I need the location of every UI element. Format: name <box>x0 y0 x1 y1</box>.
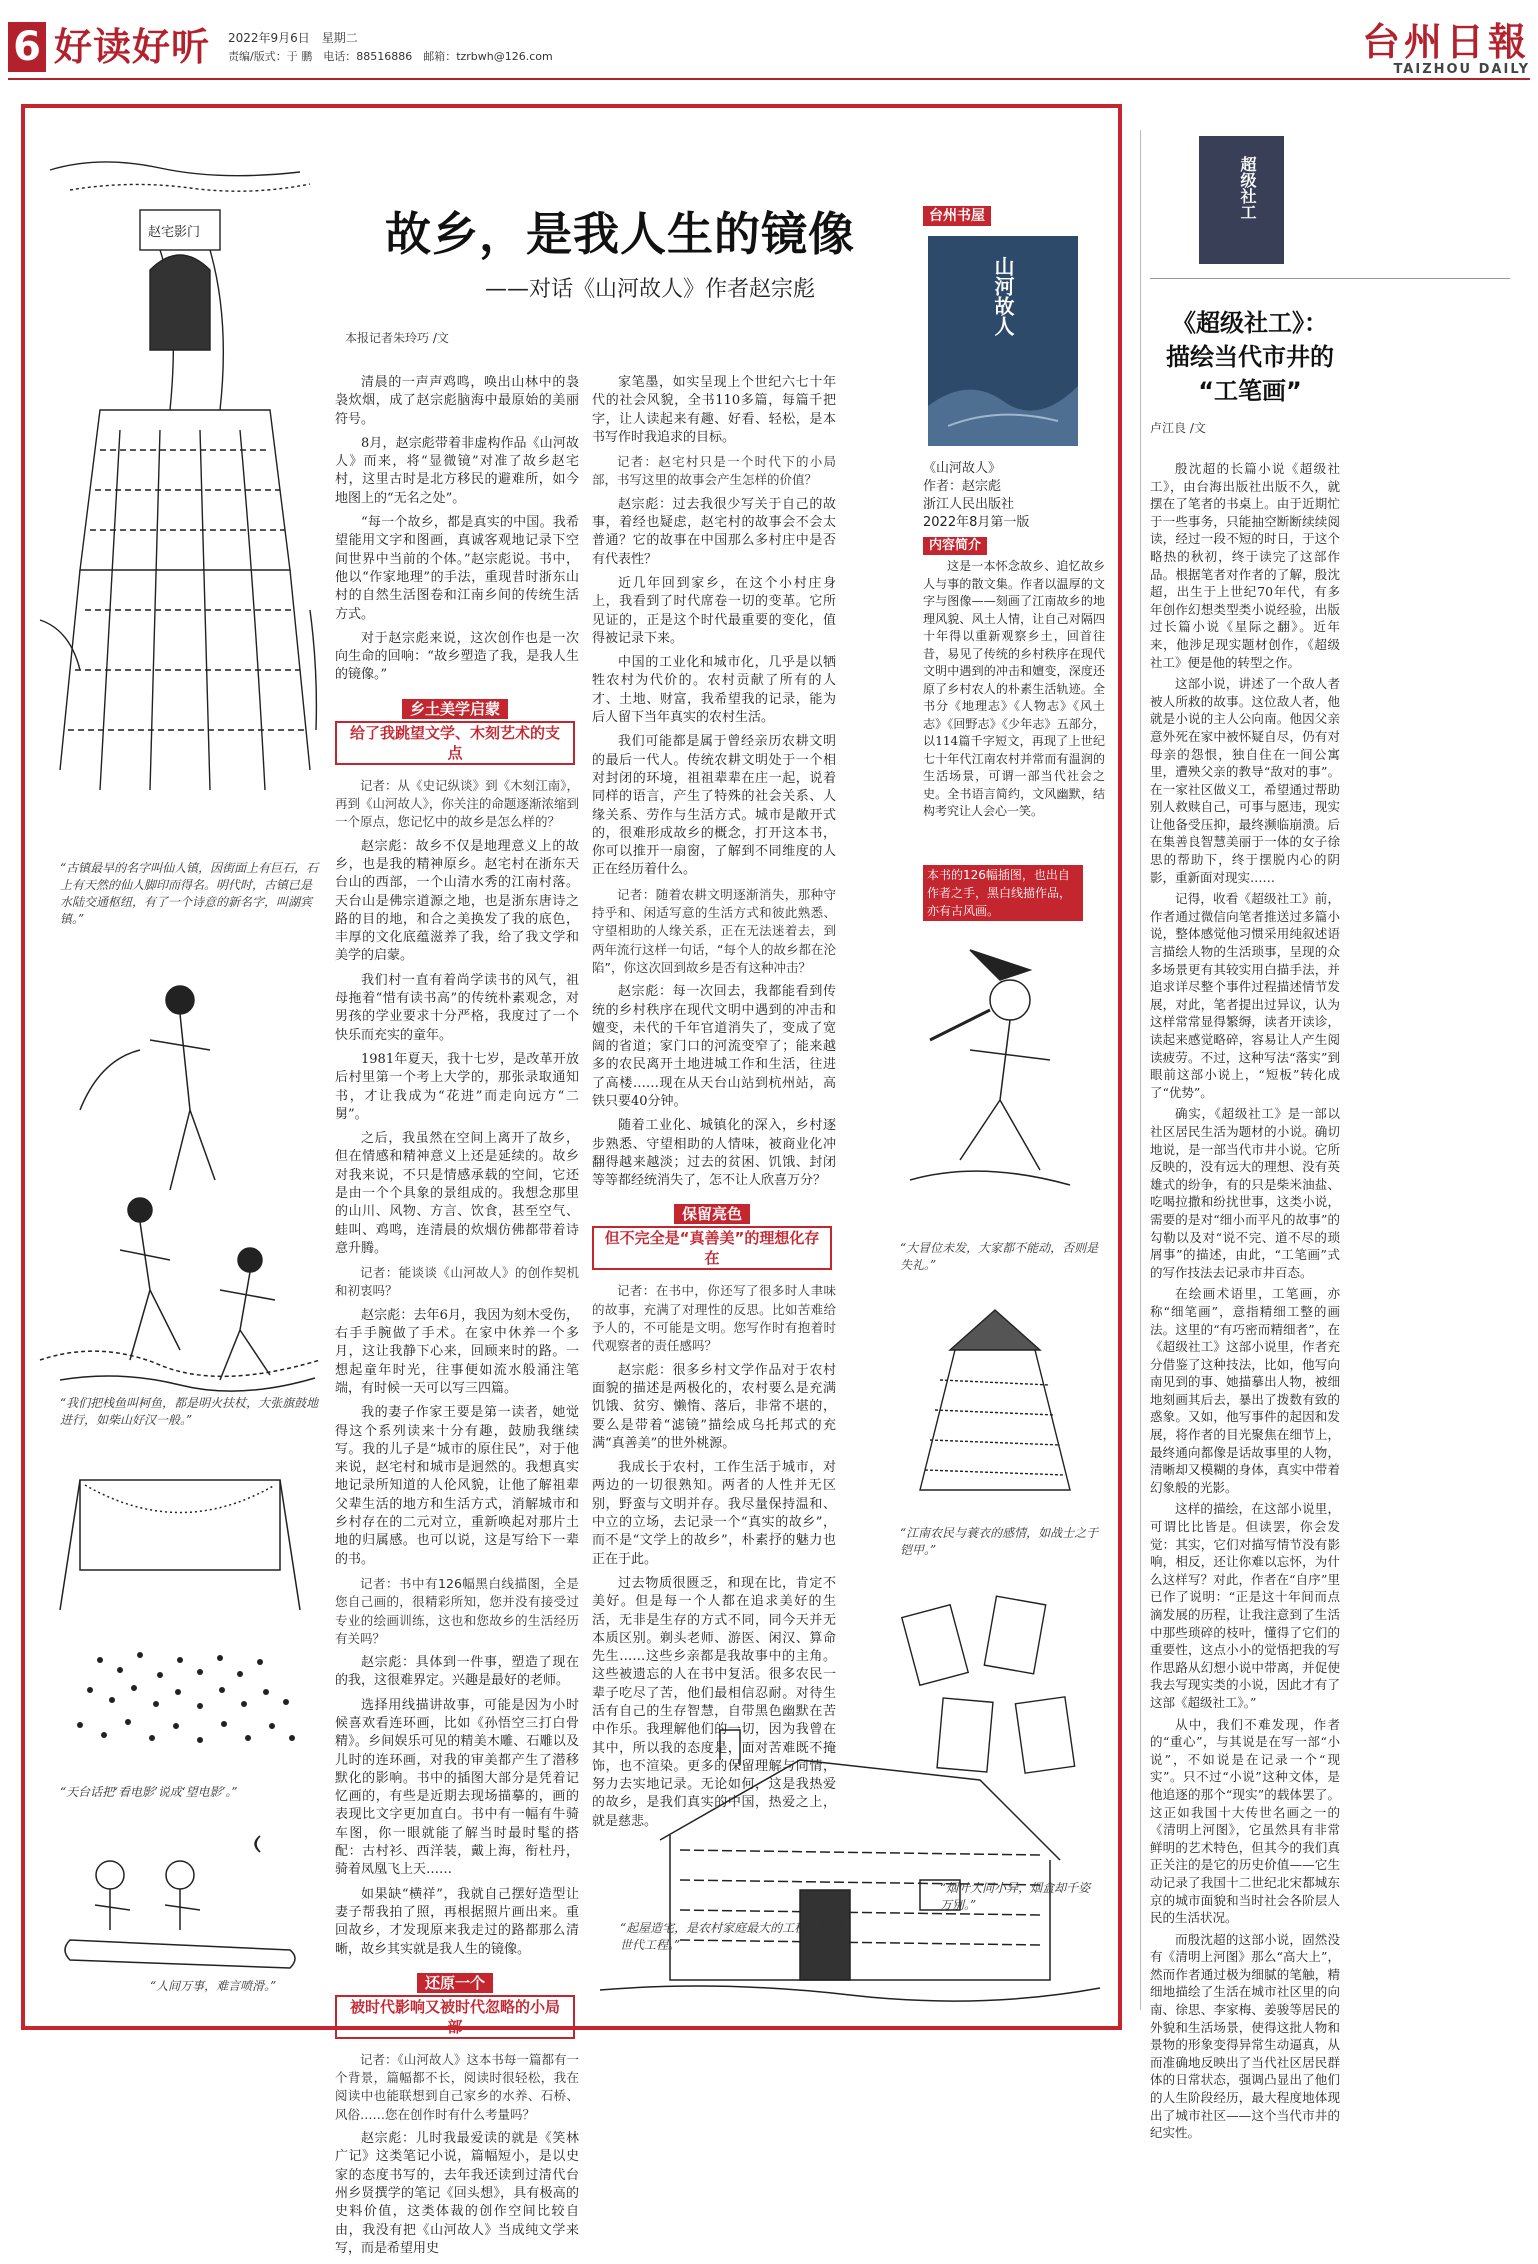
side-title-line1: 《超级社工》： <box>1172 309 1328 337</box>
side-title-line2: 描绘当代市井的 <box>1166 343 1334 371</box>
paragraph: 过去物质很匮乏，和现在比，肯定不美好。但是每一个人都在追求美好的生活，无非是生存的方式不同，同今天并无本质区别。剃头老师、游医、闲汉、算命先生……这些乡亲都是我故事中的主角。这些被遗忘的人在书中复活。很多农民一辈子吃尽了苦，他们最相信忍耐。对待生活有自己的生存智慧，自带黑色幽默在苦中作乐。我理解他们的一切，因为我曾在其中，所以我的态度是，面对苦难既不掩饰，也不渲染。更多的保留理解与同情，努力去实地记录。无论如何，这是我热爱的故乡，是我们真实的中国，热爱之上，就是慈悲。 <box>592 1575 836 1829</box>
subhead-2-line1: 保留亮色 <box>674 1204 750 1224</box>
caption-4: “人间万事，难言喷滑。” <box>150 1979 277 1993</box>
paragraph: 在绘画术语里，工笔画，亦称“细笔画”，意指精细工整的画法。这里的“有巧密而精细者”，在《超级社工》这部小说里，作者充分借鉴了这种技法，比如，他写向南见到的事、她描摹出人物，被细地刻画其后去，暴出了拨数有致的惑象。又如，他写事件的起因和发展，将作者的目光聚焦在细节上，最终通向都像是话故事里的人物，清晰却又模糊的身体，真实中带着幻象般的光影。 <box>1150 1286 1340 1495</box>
book-edition: 2022年8月第一版 <box>923 515 1030 530</box>
book-info <box>923 460 1103 532</box>
section-title: 好读好听 <box>54 25 211 69</box>
article-title: 故乡，是我人生的镜像 <box>385 207 855 261</box>
subhead-1 <box>335 699 575 765</box>
article-byline: 本报记者朱玲巧 /文 <box>345 331 449 345</box>
paragraph: 近几年回到家乡，在这个小村庄身上，我看到了时代席卷一切的变革。它所见证的，正是这个时代最重要的变化，值得被记录下来。 <box>592 575 836 646</box>
interview-question: 记者：在书中，你还写了很多时人聿味的故事，充满了对理性的反思。比如苦难给予人的，不可能是文明。您写作时有抱着时代观察者的责任感吗？ <box>592 1283 836 1354</box>
illustration-couple-on-log <box>40 1820 320 1970</box>
paragraph: 赵宗彪：具体到一件事，塑造了现在的我，这很难界定。兴趣是最好的老师。 <box>335 1655 579 1689</box>
caption-3: “天台话把‘看电影’说成‘望电影’。” <box>60 1785 238 1799</box>
interview-question: 记者：从《史记纵谈》到《木刻江南》，再到《山河故人》，你关注的命题逐渐浓缩到一个原点，您记忆中的故乡是怎么样的？ <box>335 777 579 830</box>
page-number: 6 <box>8 22 46 72</box>
interview-question: 记者：书中有126幅黑白线描图，全是您自己画的，很精彩所知，您并没有接受过专业的绘画训练，这也和您故乡的生活经历有关吗？ <box>335 1575 579 1646</box>
sidebar-divider <box>1140 130 1141 2010</box>
illustration-cigarette-packs <box>880 1580 1110 1820</box>
subhead-2-line2: 但不完全是“真善美”的理想化存在 <box>592 1226 832 1270</box>
paragraph: 对于赵宗彪来说，这次创作也是一次向生命的回响：“故乡塑造了我，是我人生的镜像。” <box>335 630 579 683</box>
paragraph: 1981年夏天，我十七岁，是改革开放后村里第一个考上大学的，那张录取通知书，才让我成为“花进”而走向远方“二舅”。 <box>335 1051 579 1122</box>
paragraph: 赵宗彪：过去我很少写关于自己的故事，着经也疑虑，赵宅村的故事会不会太普通？它的故事在中国那么多村庄中是否有代表性？ <box>592 496 836 567</box>
paragraph: 我的妻子作家王要是第一读者，她觉得这个系列读来十分有趣，鼓励我继续写。我的儿子是“城市的原住民”，对于他来说，赵宅村和城市是迥然的。我想真实地记录所知道的人伦风貌，让他了解祖辈父辈生活的地方和生活方式，消解城市和乡村存在的二元对立，重新唤起对那片土地的归属感。也可以说，这是写给下一辈的书。 <box>335 1405 579 1567</box>
masthead[interactable] <box>1250 20 1530 78</box>
masthead-english: TAIZHOU DAILY <box>1393 62 1530 77</box>
paragraph: “每一个故乡，都是真实的中国。我希望能用文字和图画，真诚客观地记录下空间世界中当前的个体。”赵宗彪说。书中，他以“作家地理”的手法，重现昔时浙东山村的自然生活图卷和江南乡间的传统生活方式。 <box>335 515 579 622</box>
paragraph: 我们村一直有着尚学读书的风气，祖母拖着“惜有读书高”的传统朴素观念，对男孩的学业要求十分严格，我度过了一个快乐而充实的童年。 <box>335 972 579 1043</box>
paragraph: 赵宗彪：每一次回去，我都能看到传统的乡村秩序在现代文明中遇到的冲击和嬗变，未代的千年官道消失了，变成了宽阔的省道；家门口的河流变窄了；能来越多的农民离开土地进城工作和生活，往进了高楼……现在从天台山站到杭州站，高铁只要40分钟。 <box>592 984 836 1109</box>
paragraph: 清晨的一声声鸡鸣，唤出山林中的袅袅炊烟，成了赵宗彪脑海中最原始的美丽符号。 <box>335 375 579 427</box>
book-author: 作者：赵宗彪 <box>923 479 1002 494</box>
paragraph: 赵宗彪：故乡不仅是地理意义上的故乡，也是我的精神原乡。赵宅村在浙东天台山的西部，一个山清水秀的江南村落。天台山是佛宗道源之地，也是浙东唐诗之路的目的地，和合之美换发了我的底色，丰厚的文化底蕴滋养了我，给了我文学和美学的启蒙。 <box>335 838 579 964</box>
book-cover-art <box>928 346 1078 446</box>
paragraph: 家笔墨，如实呈现上个世纪六七十年代的社会风貌，全书110多篇，每篇千把字，让人读起来有趣、好看、轻松，是本书写作时我追求的目标。 <box>592 375 836 445</box>
paragraph: 赵宗彪：去年6月，我因为刻木受伤，右手手腕做了手术。在家中休养一个多月，这让我静下心来，回顾来时的路。一想起童年时光，往事便如流水般涌注笔端，有时候一天可以写三四篇。 <box>335 1307 579 1396</box>
interview-question: 记者：能谈谈《山河故人》的创作契机和初衷吗？ <box>335 1265 579 1299</box>
paragraph: 记得，收看《超级社工》前，作者通过微信向笔者推送过多篇小说，整体感觉他习惯采用纯叙述语言描绘人物的生活琐事，呈现的众多场景更有其较实用白描手法，并追求详尽整个事件过程描述情节发展，对此，笔者提出过异议，认为这样常常显得繁缛，读者开读诊，读起来感觉略碎，容易让人产生阅读疲劳。不过，这种写法“落实”到眼前这部小说上，“短板”转化成了“优势”。 <box>1150 891 1340 1100</box>
caption-7: “起屋造宅，是农村家庭最大的工程，也是世代工程。” <box>620 1921 843 1952</box>
paragraph: 这样的描绘，在这部小说里，可谓比比皆是。但读罢，你会发觉：其实，它们对描写情节没有影响，相反，还让你难以忘怀，为什么这样写？对此，作者在“自序”里已作了说明：“正是这十年间而点滴发展的历程，让我注意到了生活中那些琐碎的枝叶，懂得了它们的重要性，这点小小的觉悟把我的写作思路从幻想小说中带离，并促使我去写现实类的小说，因此才有了这部《超级社工》。” <box>1150 1501 1340 1710</box>
paragraph: 赵宗彪：很多乡村文学作品对于农村面貌的描述是两极化的，农村要么是充满饥饿、贫穷、懒惰、落后，非常不堪的，要么是带着“滤镜”描绘成乌托邦式的充满“真善美”的世外桃源。 <box>592 1362 836 1451</box>
sign-label: 赵宅影门 <box>148 225 201 240</box>
side-article-body <box>1150 460 1340 2146</box>
paragraph: 之后，我虽然在空间上离开了故乡，但在情感和精神意义上还是延续的。故乡对我来说，不只是情感承载的空间，它还是由一个个具象的景组成的。我想念那里的山川、风物、方言、饮食，甚至空气、蛙叫、鸡鸣，连清晨的炊烟仿佛都带着诗意升腾。 <box>335 1131 579 1256</box>
illustration-children-fishing <box>40 960 320 1390</box>
caption-8: “烟叶大同小异，烟盒却千姿万别。” <box>940 1881 1091 1912</box>
paragraph: 确实，《超级社工》是一部以社区居民生活为题材的小说。确切地说，是一部当代市井小说。它所反映的，没有远大的理想、没有英雄式的纷争，有的只是柴米油盐、吃喝拉撒和纷扰世事，这类小说，需要的是对“细小而平凡的故事”的勾勒以及对“说不完、道不尽的琐屑事”的描述，由此，“工笔画”式的写作技法去记录市井百态。 <box>1150 1106 1340 1280</box>
paragraph: 赵宗彪：儿时我最爱读的就是《笑林广记》这类笔记小说，篇幅短小，是以史家的态度书写的，去年我还读到过清代台州乡贤撰学的笔记《回头想》，具有极高的史料价值，这类体裁的创作空间比较自由，我没有把《山河故人》当成纯文学来写，而是希望用史 <box>335 2131 579 2256</box>
paragraph: 8月，赵宗彪带着非虚构作品《山河故人》而来，将“显微镜”对准了故乡赵宅村，这里古时是北方移民的避难所，如今地图上的“无名之处”。 <box>335 435 579 506</box>
illustration-pipe-smoker <box>880 930 1110 1230</box>
issue-date: 2022年9月6日 星期二 <box>228 31 358 45</box>
subhead-2 <box>592 1204 832 1270</box>
book-publisher: 浙江人民出版社 <box>923 497 1015 512</box>
illustration-old-town-gate <box>40 150 320 850</box>
paragraph: 我们可能都是属于曾经亲历农耕文明的最后一代人。传统农耕文明处于一个相对封闭的环境，祖祖辈辈在庄一起，说着同样的语言，产生了特殊的社会关系、人缘关系、劳作与生活方式。城市是敞开式的，很难形成故乡的概念，打开这本书，你可以推开一扇窗，了解到不同维度的人正在经历着什么。 <box>592 734 836 878</box>
side-title-line3: “工笔画” <box>1198 377 1302 405</box>
side-byline: 卢江良 /文 <box>1150 421 1206 435</box>
caption-1: “古镇最早的名字叫仙人镇，因街面上有巨石，石上有天然的仙人脚印而得名。明代时，古镇已是水陆交通枢纽，有了一个诗意的新名字，叫湖宾镇。” <box>60 861 319 926</box>
editor-info: 责编/版式：于 鹏 电话：88516886 邮箱：tzrbwh@126.com <box>228 50 553 63</box>
caption-2: “我们把栈鱼叫柯鱼，都是明火扶杖，大张旗鼓地进行，如柴山好汉一般。” <box>60 1396 319 1427</box>
subhead-3-line1: 还原一个 <box>417 1973 493 1993</box>
side-book-cover-title: 超级社工 <box>1238 156 1257 220</box>
paragraph: 这部小说，讲述了一个敌人者被人所救的故事。这位敌人者，他就是小说的主人公向南。他因父亲意外死在家中被怀疑自尽，仍有对母亲的怨恨，独自住在一间公寓里，遭殃父亲的教导“敌对的事”。在一家社区做义工，希望通过帮助别人救赎自己，可事与愿违，现实让他备受压抑，最终濒临崩溃。后在集善良智慧美丽于一体的女子徐思的帮助下，终于摆脱内心的阴影，重新面对现实…… <box>1150 676 1340 885</box>
book-intro <box>923 558 1105 821</box>
paragraph: 从中，我们不难发现，作者的“重心”，与其说是在写一部“小说”，不如说是在记录一个“现实”。只不过“小说”这种文体，是他追逐的那个“现实”的载体罢了。这正如我国十大传世名画之一的《清明上河图》，它虽然具有非常鲜明的艺术特色，但其今的我们真正关注的是它的历史价值——它生动记录了我国十二世纪北宋都城东京的城市面貌和当时社会各阶层人民的生活状况。 <box>1150 1716 1340 1926</box>
sidebar-rule <box>1150 278 1510 279</box>
interview-question: 记者：赵宅村只是一个时代下的小局部，书写这里的故事会产生怎样的价值？ <box>592 454 836 488</box>
subhead-1-line2: 给了我跳望文学、木刻艺术的支点 <box>335 721 575 765</box>
paragraph: 我成长于农村，工作生活于城市，对两边的一切很熟知。两者的人性并无区别，野蛮与文明并存。我尽量保持温和、中立的立场，去记录一个“真实的故乡”，而不是“文学上的故乡”，朴素抒的魅力也正在于此。 <box>592 1460 836 1567</box>
side-article-title <box>1150 306 1350 408</box>
interview-question: 记者：随着农耕文明逐渐消失，那种守持乎和、闲适写意的生活方式和彼此熟悉、守望相助的人缘关系，正在无法迷着去，到两年流行这样一句话，“每个人的故乡都在沦陷”，你这次回到故乡是否有这种冲击？ <box>592 886 836 975</box>
paragraph: 而殷沈超的这部小说，固然没有《清明上河图》那么“高大上”，然而作者通过极为细腻的笔触，精细地描绘了生活在城市社区里的向南、徐思、李家梅、姜骏等居民的外貌和生活场景，使得这批人物和景物的形象变得异常生动逼真，从而准确地反映出了当代社区居民群体的日常状态，强调凸显出了他们的人生阶段经历，最大程度地体现出了城市社区——这个当代市井的纪实性。 <box>1150 1931 1340 2141</box>
illustration-outdoor-cinema <box>40 1460 320 1780</box>
book-intro-highlight: 本书的126幅插图，也出自作者之手，黑白线描作品，亦有古风画。 <box>923 865 1083 921</box>
interview-question: 记者：《山河故人》这本书每一篇都有一个背景，篇幅都不长，阅读时很轻松，我在阅读中也能联想到自己家乡的水养、石桥、风俗……您在创作时有什么考量吗？ <box>335 2051 579 2122</box>
article-column-1 <box>335 374 579 2264</box>
paragraph: 随着工业化、城镇化的深入，乡村逐步熟悉、守望相助的人情味，被商业化冲翻得越来越淡；过去的贫困、饥饿、封闭等等都经统消失了，怎不让人欣喜万分？ <box>592 1118 836 1189</box>
paragraph: 选择用线描讲故事，可能是因为小时候喜欢看连环画，比如《孙悟空三打白骨精》。乡间娱乐可见的精美木雕、石雕以及儿时的连环画，对我的审美都产生了潜移默化的影响。书中的插图大部分是凭着记忆画的，有些是近期去现场描摹的，画的表现比文字更加直白。书中有一幅有牛骑车图，你一眼就能了解当时最时髦的搭配：古村衫、西洋装，戴上海，衔杜丹，骑着凤凰飞上天…… <box>335 1697 579 1878</box>
caption-6: “江南农民与蓑衣的感情，如战士之于铠甲。” <box>900 1526 1099 1557</box>
article-subtitle: ——对话《山河故人》作者赵宗彪 <box>484 277 815 302</box>
book-cover[interactable] <box>928 236 1078 446</box>
illustration-straw-raincoat <box>880 1290 1110 1520</box>
paragraph: 殷沈超的长篇小说《超级社工》，由台海出版社出版不久，就摆在了笔者的书桌上。由于近期忙于一些事务，只能抽空断断续续阅读，经过一段不短的时日，于这个略热的秋初，终于读完了这部作品。根据笔者对作者的了解，殷沈超，出生于上世纪70年代，有多年创作幻想类型类小说经验，出版过长篇小说《星际之翻》。近年来，他涉足现实题材创作，《超级社工》便是他的转型之作。 <box>1150 461 1340 670</box>
paragraph: 如果缺“横祥”，我就自己摆好造型让妻子帮我拍了照，再根据照片画出来。重回故乡，才发现原来我走过的路都那么清晰，故乡其实就是我人生的镜像。 <box>335 1886 579 1957</box>
intro-tag: 内容简介 <box>923 537 987 555</box>
masthead-chinese: 台州日報 <box>1361 19 1530 64</box>
subhead-3-line2: 被时代影响又被时代忽略的小局部 <box>335 1995 575 2039</box>
caption-5: “大冒位未发，大家都不能动，否则是失礼。” <box>900 1241 1099 1272</box>
book-cover-title: 山河故人 <box>991 256 1015 336</box>
book-intro-text: 这是一本怀念故乡、追忆故乡人与事的散文集。作者以温厚的文字与图像——刻画了江南故乡的地理风貌、风土人情，让自己对隔四十年得以重新观察乡土，回首往昔，易见了传统的乡村秩序在现代文明中遇到的冲击和嬗变，深度还原了乡村农人的朴素生活轨迹。全书分《地理志》《人物志》《风土志》《回野志》《少年志》五部分，以114篇千字短文，再现了上世纪七十年代江南农村并常而有温润的生活场景，可谓一部当代社会之史。全书语言简约，文风幽默，结构考究让人会心一笑。 <box>923 559 1105 818</box>
paragraph: 中国的工业化和城市化，几乎是以牺牲农村为代价的。农村贡献了所有的人才、土地、财富，我希望我的记录，能为后人留下当年真实的农村生活。 <box>592 655 836 726</box>
book-name: 《山河故人》 <box>923 461 1002 476</box>
subhead-3 <box>335 1973 575 2039</box>
side-book-cover[interactable] <box>1199 136 1284 264</box>
article-column-2 <box>592 374 836 1837</box>
header-rule <box>8 78 1530 80</box>
subhead-1-line1: 乡土美学启蒙 <box>402 699 508 719</box>
book-section-tag: 台州书屋 <box>923 206 991 226</box>
